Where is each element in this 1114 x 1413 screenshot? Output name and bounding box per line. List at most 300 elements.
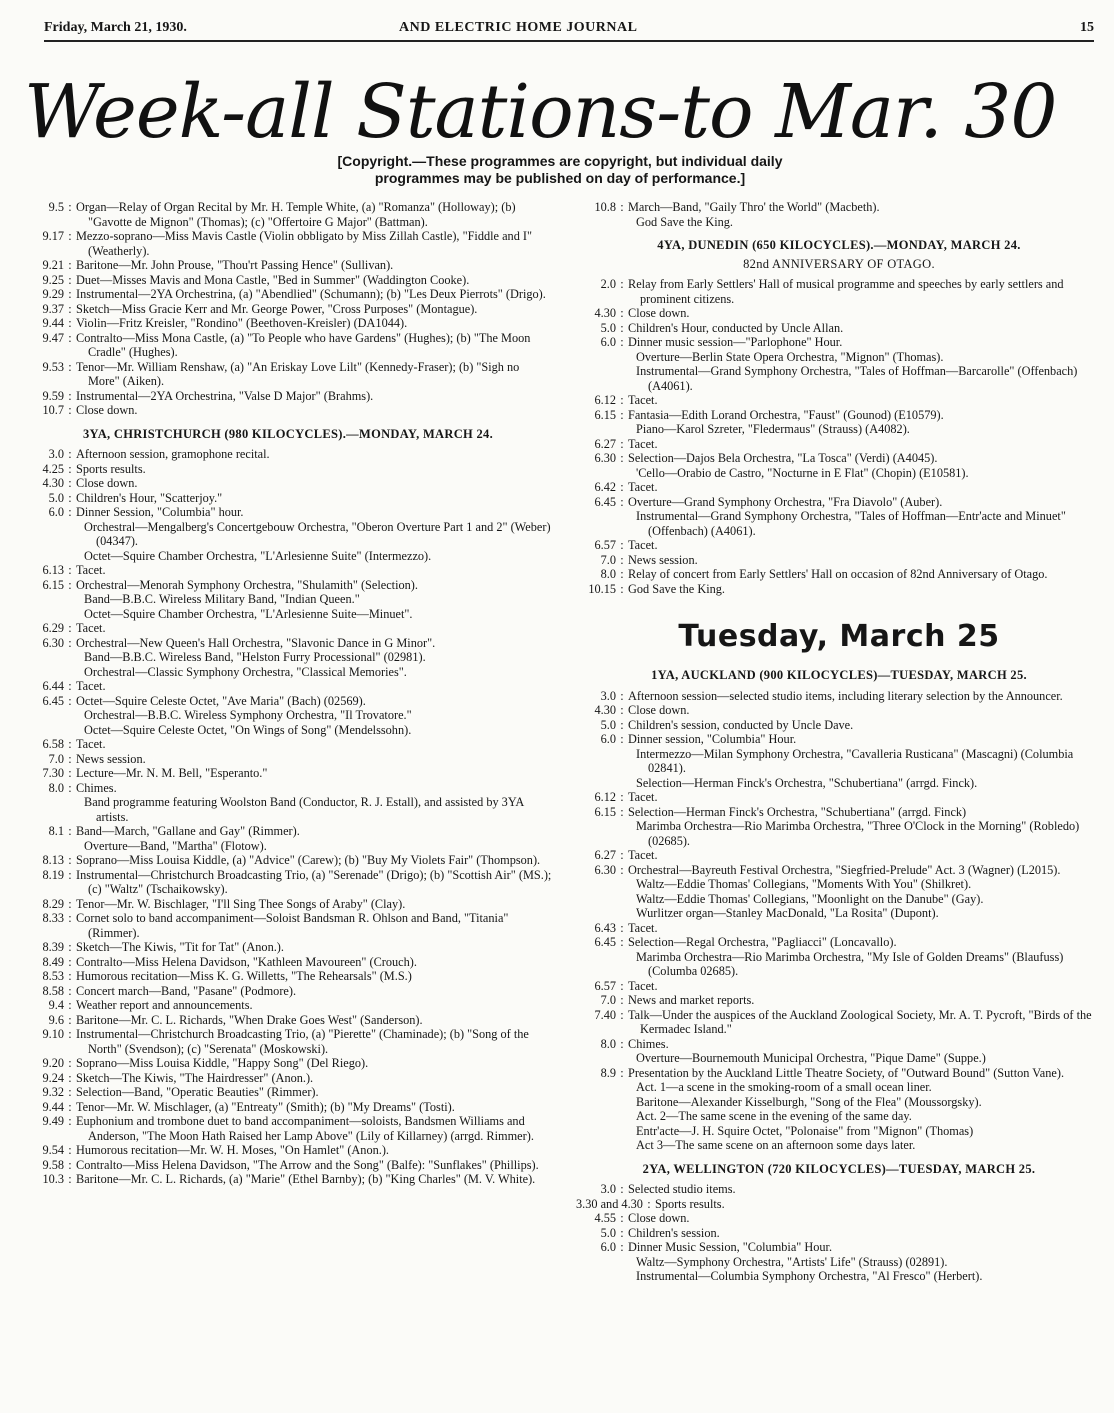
- programme-item-continuation: [24, 650, 552, 665]
- programme-text: Instrumental—Christchurch Broadcasting Trio, (a) "Serenade" (Drigo); (b) "Scottish Air" (MS.); (c) "Waltz" (Tschaikowsky).: [76, 867, 552, 896]
- programme-item-continuation: [24, 839, 552, 854]
- programme-description: [72, 723, 552, 738]
- programme-time: 6.27: [594, 436, 616, 451]
- programme-item: [24, 766, 552, 781]
- time-separator: :: [68, 911, 72, 925]
- programme-description: [76, 331, 552, 360]
- programme-description: [76, 984, 552, 999]
- programme-text: Overture—Band, "Martha" (Flotow).: [84, 838, 267, 853]
- programme-item-continuation: [24, 520, 552, 549]
- programme-description: [628, 437, 1102, 452]
- time-separator: :: [68, 824, 72, 838]
- programme-text: Selection—Herman Finck's Orchestra, "Schubertiana" (arrgd. Finck): [628, 804, 967, 819]
- programme-item: [24, 360, 552, 389]
- programme-description: [72, 650, 552, 665]
- time-separator: :: [68, 287, 72, 301]
- programme-text: Children's Hour, "Scatterjoy.": [76, 490, 223, 505]
- programme-time: 9.44: [42, 1099, 64, 1114]
- time-separator: :: [620, 567, 624, 581]
- programme-description: [76, 636, 552, 651]
- programme-text: Baritone—Alexander Kisselburgh, "Song of the Flea" (Moussorgsky).: [636, 1094, 982, 1109]
- programme-text: Selection—Band, "Operatic Beauties" (Rimmer).: [76, 1085, 319, 1099]
- programme-description: [76, 287, 552, 302]
- programme-description: [76, 911, 552, 940]
- page-banner: Week-all Stations-to Mar. 30: [24, 69, 1057, 155]
- programme-description: [624, 1080, 1102, 1095]
- programme-time: 9.10: [42, 1027, 64, 1041]
- programme-text: Talk—Under the auspices of the Auckland Zoological Society, Mr. A. T. Pycroft, "Birds of the Kermadec Island.": [628, 1007, 1092, 1036]
- programme-item: [24, 868, 552, 897]
- programme-description: [628, 732, 1102, 747]
- programme-text: Chimes.: [76, 780, 117, 795]
- programme-time: 9.20: [42, 1056, 64, 1070]
- programme-text: Tacet.: [628, 978, 658, 993]
- programme-time: 9.21: [42, 258, 64, 272]
- programme-description: [76, 491, 552, 506]
- left-column: [24, 200, 552, 1187]
- programme-description: [628, 1226, 1102, 1241]
- programme-description: [628, 790, 1102, 805]
- programme-description: [624, 509, 1102, 538]
- programme-item: [576, 718, 1102, 733]
- programme-item: [576, 790, 1102, 805]
- programme-time: 6.42: [594, 480, 616, 494]
- programme-item: [24, 1143, 552, 1158]
- time-separator: :: [620, 732, 624, 746]
- time-separator: :: [620, 552, 624, 567]
- programme-text: Tenor—Mr. William Renshaw, (a) "An Eriskay Love Lilt" (Kennedy-Fraser); (b) "Sigh no More" (Aiken).: [76, 359, 520, 388]
- programme-text: Cornet solo to band accompaniment—Soloist Bandsman R. Ohlson and Band, "Titania" (Rimmer).: [76, 911, 509, 940]
- time-separator: :: [68, 998, 72, 1012]
- programme-text: Instrumental—Christchurch Broadcasting Trio, (a) "Pierette" (Chaminade); (b) "Song of the North" (Svendson); (c) "Serenata" (Moskowski).: [76, 1027, 529, 1056]
- programme-text: Organ—Relay of Organ Recital by Mr. H. Temple White, (a) "Romanza" (Holloway); (b) "Gavotte de Mignon" (Thomas); (c) "Offertoire G Major" (Battman).: [76, 200, 516, 229]
- programme-description: [628, 335, 1102, 350]
- programme-description: [624, 906, 1102, 921]
- programme-time: 9.53: [42, 359, 64, 374]
- programme-description: [628, 718, 1102, 733]
- programme-item-continuation: [576, 1051, 1102, 1066]
- programme-description: [76, 462, 552, 477]
- programme-text: Dinner music session—"Parlophone" Hour.: [628, 335, 843, 349]
- programme-item: [576, 553, 1102, 568]
- programme-item-continuation: [576, 509, 1102, 538]
- programme-item: [576, 993, 1102, 1008]
- programme-text: Tacet.: [628, 538, 658, 552]
- programme-description: [72, 839, 552, 854]
- programme-description: [628, 480, 1102, 495]
- programme-time: 6.12: [594, 790, 616, 804]
- programme-item: [576, 1240, 1102, 1255]
- programme-time: 6.45: [594, 494, 616, 509]
- programme-item: [24, 1114, 552, 1143]
- programme-item-continuation: [24, 592, 552, 607]
- header-page-number: 15: [1080, 20, 1094, 35]
- time-separator: :: [68, 737, 72, 751]
- time-separator: :: [620, 1182, 624, 1196]
- programme-description: [76, 316, 552, 331]
- programme-description: [628, 1008, 1102, 1037]
- programme-item: [576, 408, 1102, 423]
- programme-item-continuation: [24, 708, 552, 723]
- programme-text: Euphonium and trombone duet to band accompaniment—soloists, Bandsmen Williams and Anderson, "The Moon Hath Raised her Lamp Above" (Lily of Killarney) (arrgd. Rimmer).: [76, 1114, 534, 1143]
- programme-text: Selection—Herman Finck's Orchestra, "Schubertiana" (arrgd. Finck).: [636, 775, 978, 790]
- programme-item: [24, 563, 552, 578]
- programme-time: 8.53: [42, 969, 64, 983]
- programme-description: [76, 1071, 552, 1086]
- programme-description: [76, 940, 552, 955]
- programme-item: [576, 538, 1102, 553]
- programme-description: [76, 403, 552, 418]
- programme-description: [624, 877, 1102, 892]
- time-separator: :: [68, 301, 72, 316]
- time-separator: :: [620, 200, 624, 214]
- time-separator: :: [620, 1036, 624, 1051]
- day-heading: Tuesday, March 25: [678, 619, 1000, 654]
- programme-time: 8.0: [48, 780, 64, 795]
- programme-text: Baritone—Mr. C. L. Richards, "When Drake Goes West" (Sanderson).: [76, 1012, 423, 1027]
- programme-description: [624, 350, 1102, 365]
- programme-list: [576, 277, 1102, 596]
- programme-text: Sketch—Miss Gracie Kerr and Mr. George Power, "Cross Purposes" (Montague).: [76, 301, 478, 316]
- programme-time: 7.0: [600, 552, 616, 567]
- programme-description: [628, 582, 1102, 597]
- programme-text: Close down.: [628, 703, 690, 717]
- programme-item: [576, 495, 1102, 510]
- programme-description: [628, 567, 1102, 582]
- programme-time: 8.0: [600, 567, 616, 581]
- programme-text: Afternoon session, gramophone recital.: [76, 447, 270, 461]
- time-separator: :: [620, 978, 624, 993]
- programme-description: [624, 1095, 1102, 1110]
- programme-item-continuation: [576, 364, 1102, 393]
- time-separator: :: [68, 621, 72, 635]
- programme-item: [576, 437, 1102, 452]
- programme-item: [24, 969, 552, 984]
- programme-text: Soprano—Miss Louisa Kiddle, (a) "Advice" (Carew); (b) "Buy My Violets Fair" (Thompson).: [76, 853, 541, 867]
- time-separator: :: [68, 1027, 72, 1041]
- programme-text: Orchestral—Menorah Symphony Orchestra, "Shulamith" (Selection).: [76, 577, 418, 592]
- programme-description: [628, 1066, 1102, 1081]
- programme-text: Fantasia—Edith Lorand Orchestra, "Faust" (Gounod) (E10579).: [628, 407, 944, 422]
- programme-description: [655, 1197, 1102, 1212]
- programme-text: Act. 2—The same scene in the evening of the same day.: [636, 1109, 912, 1123]
- programme-description: [76, 868, 552, 897]
- programme-item: [24, 737, 552, 752]
- programme-text: Tacet.: [628, 480, 658, 494]
- programme-item: [576, 863, 1102, 878]
- time-separator: :: [68, 200, 72, 214]
- programme-time: 8.1: [48, 824, 64, 838]
- programme-text: Marimba Orchestra—Rio Marimba Orchestra, "Three O'Clock in the Morning" (Robledo) (02685).: [636, 819, 1080, 848]
- programme-item: [24, 911, 552, 940]
- programme-time: 9.54: [42, 1143, 64, 1157]
- programme-time: 7.0: [600, 993, 616, 1007]
- programme-description: [72, 708, 552, 723]
- programme-item: [24, 316, 552, 331]
- programme-text: Tacet.: [628, 436, 658, 451]
- programme-text: Children's Hour, conducted by Uncle Allan.: [628, 320, 844, 335]
- programme-time: 8.58: [42, 983, 64, 998]
- programme-item: [24, 491, 552, 506]
- time-separator: :: [68, 1099, 72, 1114]
- programme-text: Band programme featuring Woolston Band (Conductor, R. J. Estall), and assisted by 3YA artists.: [84, 795, 524, 824]
- programme-item-continuation: [576, 906, 1102, 921]
- time-separator: :: [68, 359, 72, 374]
- programme-description: [76, 476, 552, 491]
- programme-text: Dinner Music Session, "Columbia" Hour.: [628, 1240, 833, 1254]
- programme-time: 9.4: [48, 998, 64, 1012]
- time-separator: :: [68, 403, 72, 417]
- programme-time: 6.15: [594, 407, 616, 422]
- programme-item-continuation: [576, 422, 1102, 437]
- programme-time: 10.15: [588, 581, 616, 596]
- programme-time: 6.13: [42, 563, 64, 577]
- time-separator: :: [68, 476, 72, 490]
- programme-time: 8.13: [42, 853, 64, 867]
- programme-description: [624, 892, 1102, 907]
- programme-description: [76, 1085, 552, 1100]
- programme-text: Humorous recitation—Mr. W. H. Moses, "On Hamlet" (Anon.).: [76, 1143, 389, 1157]
- programme-text: Concert march—Band, "Pasane" (Podmore).: [76, 983, 297, 998]
- programme-text: Sports results.: [76, 461, 146, 476]
- programme-time: 6.0: [48, 505, 64, 519]
- programme-text: Octet—Squire Chamber Orchestra, "L'Arlesienne Suite" (Intermezzo).: [84, 548, 432, 563]
- station-heading-4ya: 4YA, DUNEDIN (650 KILOCYCLES).—MONDAY, MARCH 24.: [657, 238, 1021, 252]
- programme-item: [24, 824, 552, 839]
- programme-description: [76, 578, 552, 593]
- copyright-notice: [Copyright.—These programmes are copyright, but individual daily programmes may be published on day of performance.]: [337, 153, 783, 186]
- programme-time: 3.30 and 4.30: [576, 1196, 643, 1211]
- programme-item: [24, 578, 552, 593]
- programme-item: [576, 1037, 1102, 1052]
- time-separator: :: [68, 679, 72, 693]
- programme-text: Dinner session, "Columbia" Hour.: [628, 732, 797, 746]
- programme-description: [76, 447, 552, 462]
- programme-item-continuation: [576, 776, 1102, 791]
- programme-time: 2.0: [600, 277, 616, 291]
- programme-item-continuation: [576, 1095, 1102, 1110]
- programme-text: Humorous recitation—Miss K. G. Willetts, "The Rehearsals" (M.S.): [76, 969, 412, 983]
- programme-text: Orchestral—B.B.C. Wireless Symphony Orchestra, "Il Trovatore.": [84, 708, 412, 722]
- programme-description: [76, 563, 552, 578]
- time-separator: :: [68, 490, 72, 505]
- programme-time: 8.33: [42, 911, 64, 925]
- programme-item: [576, 1066, 1102, 1081]
- programme-text: Sketch—The Kiwis, "The Hairdresser" (Anon.).: [76, 1070, 314, 1085]
- time-separator: :: [68, 330, 72, 345]
- programme-text: Tacet.: [76, 737, 106, 751]
- programme-item: [576, 979, 1102, 994]
- time-separator: :: [68, 1172, 72, 1186]
- programme-item: [576, 451, 1102, 466]
- programme-text: Instrumental—Grand Symphony Orchestra, "Tales of Hoffman—Barcarolle" (Offenbach) (A4061).: [636, 364, 1078, 393]
- programme-description: [628, 306, 1102, 321]
- programme-item: [576, 567, 1102, 582]
- programme-description: [624, 364, 1102, 393]
- programme-item: [576, 335, 1102, 350]
- time-separator: :: [620, 335, 624, 349]
- programme-text: Band—B.B.C. Wireless Band, "Helston Furry Processional" (02981).: [84, 650, 426, 664]
- programme-text: Instrumental—Columbia Symphony Orchestra, "Al Fresco" (Herbert).: [636, 1269, 983, 1283]
- programme-item: [24, 1027, 552, 1056]
- programme-time: 9.25: [42, 272, 64, 287]
- programme-time: 10.7: [42, 403, 64, 417]
- programme-text: Tenor—Mr. W. Mischlager, (a) "Entreaty" (Smith); (b) "My Dreams" (Tosti).: [76, 1099, 455, 1114]
- time-separator: :: [620, 320, 624, 335]
- programme-description: [624, 1255, 1102, 1270]
- programme-text: Weather report and announcements.: [76, 998, 253, 1012]
- programme-description: [76, 1056, 552, 1071]
- programme-item-continuation: [576, 892, 1102, 907]
- time-separator: :: [68, 635, 72, 650]
- programme-item: [576, 805, 1102, 820]
- programme-item: [24, 403, 552, 418]
- programme-item-continuation: [576, 877, 1102, 892]
- programme-list: [576, 200, 1102, 229]
- programme-item: [576, 200, 1102, 215]
- programme-description: [624, 422, 1102, 437]
- programme-text: God Save the King.: [636, 214, 733, 229]
- programme-description: [628, 935, 1102, 950]
- programme-description: [76, 897, 552, 912]
- programme-time: 6.15: [42, 577, 64, 592]
- programme-item: [24, 636, 552, 651]
- programme-description: [72, 592, 552, 607]
- programme-item-continuation: [24, 723, 552, 738]
- programme-description: [624, 1051, 1102, 1066]
- programme-item: [24, 389, 552, 404]
- programme-description: [628, 1182, 1102, 1197]
- time-separator: :: [620, 1225, 624, 1240]
- programme-text: Band—March, "Gallane and Gay" (Rimmer).: [76, 824, 300, 838]
- station-heading-1ya: 1YA, AUCKLAND (900 KILOCYCLES)—TUESDAY, MARCH 25.: [651, 668, 1027, 682]
- programme-description: [72, 549, 552, 564]
- programme-item: [576, 935, 1102, 950]
- programme-item: [24, 853, 552, 868]
- programme-item: [24, 955, 552, 970]
- programme-item: [24, 752, 552, 767]
- programme-item: [576, 306, 1102, 321]
- programme-item: [576, 1211, 1102, 1226]
- programme-text: Presentation by the Auckland Little Theatre Society, of "Outward Bound" (Sutton Vane).: [628, 1065, 1065, 1080]
- programme-description: [624, 950, 1102, 979]
- programme-description: [76, 389, 552, 404]
- programme-description: [628, 805, 1102, 820]
- programme-item: [24, 940, 552, 955]
- programme-item-continuation: [24, 549, 552, 564]
- programme-text: Marimba Orchestra—Rio Marimba Orchestra, "My Isle of Golden Dreams" (Blaufuss) (Columba 02685).: [636, 949, 1064, 978]
- programme-item-continuation: [576, 747, 1102, 776]
- programme-text: Contralto—Miss Mona Castle, (a) "To People who have Gardens" (Hughes); (b) "The Moon Cradle" (Hughes).: [76, 330, 531, 359]
- programme-time: 9.5: [48, 200, 64, 214]
- programme-text: Octet—Squire Chamber Orchestra, "L'Arlesienne Suite—Minuet".: [84, 606, 413, 621]
- programme-item-continuation: [576, 819, 1102, 848]
- programme-time: 9.32: [42, 1085, 64, 1099]
- programme-text: Band—B.B.C. Wireless Military Band, "Indian Queen.": [84, 592, 360, 606]
- programme-time: 7.40: [594, 1007, 616, 1022]
- programme-time: 6.57: [594, 978, 616, 993]
- programme-text: Instrumental—2YA Orchestrina, "Valse D Major" (Brahms).: [76, 388, 374, 403]
- time-separator: :: [620, 436, 624, 451]
- programme-time: 8.9: [600, 1065, 616, 1080]
- programme-item: [576, 393, 1102, 408]
- programme-text: Duet—Misses Mavis and Mona Castle, "Bed in Summer" (Waddington Cooke).: [76, 272, 470, 287]
- time-separator: :: [68, 577, 72, 592]
- programme-time: 6.43: [594, 920, 616, 935]
- time-separator: :: [620, 451, 624, 465]
- programme-text: Intermezzo—Milan Symphony Orchestra, "Cavalleria Rusticana" (Mascagni) (Columbia 02841).: [636, 746, 1074, 775]
- programme-text: Close down.: [76, 476, 138, 490]
- time-separator: :: [620, 993, 624, 1007]
- programme-text: Wurlitzer organ—Stanley MacDonald, "La Rosita" (Dupont).: [636, 906, 939, 920]
- time-separator: :: [68, 1012, 72, 1027]
- programme-text: Relay of concert from Early Settlers' Hall on occasion of 82nd Anniversary of Otago.: [628, 567, 1048, 581]
- programme-description: [76, 969, 552, 984]
- programme-list: [24, 447, 552, 1187]
- programme-description: [76, 766, 552, 781]
- programme-text: Sports results.: [654, 1196, 725, 1211]
- programme-item: [24, 1172, 552, 1187]
- programme-text: Close down.: [628, 306, 690, 320]
- time-separator: :: [620, 277, 624, 291]
- programme-time: 6.58: [42, 737, 64, 751]
- programme-text: March—Band, "Gaily Thro' the World" (Macbeth).: [628, 200, 880, 214]
- programme-text: Act 3—The same scene on an afternoon some days later.: [636, 1138, 916, 1152]
- programme-time: 6.45: [594, 935, 616, 949]
- programme-list: [24, 200, 552, 418]
- time-separator: :: [68, 1056, 72, 1070]
- programme-time: 8.39: [42, 940, 64, 954]
- programme-text: Waltz—Eddie Thomas' Collegians, "Moments With You" (Shilkret).: [636, 877, 972, 891]
- programme-text: Orchestral—Bayreuth Festival Orchestra, "Siegfried-Prelude" Act. 3 (Wagner) (L2015).: [628, 862, 1061, 877]
- programme-description: [76, 1143, 552, 1158]
- programme-time: 6.29: [42, 621, 64, 635]
- programme-item-continuation: [576, 350, 1102, 365]
- programme-text: Entr'acte—J. H. Squire Octet, "Polonaise" from "Mignon" (Thomas): [636, 1123, 974, 1138]
- programme-description: [628, 553, 1102, 568]
- programme-description: [624, 776, 1102, 791]
- time-separator: :: [68, 983, 72, 998]
- station-heading-3ya: 3YA, CHRISTCHURCH (980 KILOCYCLES).—MONDAY, MARCH 24.: [82, 426, 494, 441]
- time-separator: :: [620, 1211, 624, 1225]
- time-separator: :: [620, 393, 624, 407]
- programme-description: [624, 1138, 1102, 1153]
- programme-description: [76, 752, 552, 767]
- programme-text: God Save the King.: [628, 581, 725, 596]
- programme-item-continuation: [24, 607, 552, 622]
- programme-text: Overture—Berlin State Opera Orchestra, "Mignon" (Thomas).: [636, 349, 944, 364]
- programme-text: Selected studio items.: [628, 1182, 736, 1196]
- station-heading-2ya: 2YA, WELLINGTON (720 KILOCYCLES)—TUESDAY, MARCH 25.: [642, 1161, 1036, 1176]
- programme-description: [628, 495, 1102, 510]
- programme-text: Waltz—Eddie Thomas' Collegians, "Moonlight on the Danube" (Gay).: [636, 891, 984, 906]
- programme-text: News session.: [628, 552, 698, 567]
- time-separator: :: [620, 306, 624, 320]
- programme-description: [76, 998, 552, 1013]
- programme-text: Overture—Bournemouth Municipal Orchestra, "Pique Dame" (Suppe.): [636, 1051, 986, 1065]
- programme-item: [24, 476, 552, 491]
- programme-description: [624, 215, 1102, 230]
- programme-text: Orchestral—New Queen's Hall Orchestra, "Slavonic Dance in G Minor".: [76, 635, 436, 650]
- programme-item: [576, 480, 1102, 495]
- time-separator: :: [68, 461, 72, 476]
- programme-item: [576, 703, 1102, 718]
- programme-text: Children's session.: [628, 1225, 720, 1240]
- time-separator: :: [68, 505, 72, 519]
- programme-description: [76, 621, 552, 636]
- programme-item: [24, 287, 552, 302]
- programme-item: [24, 1056, 552, 1071]
